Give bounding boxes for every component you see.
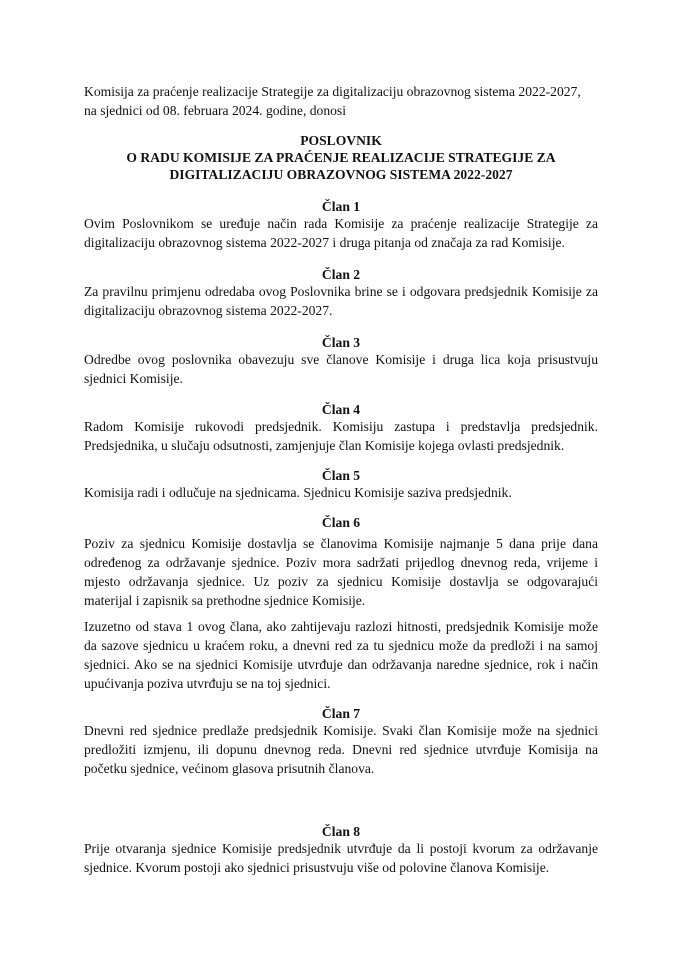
article-5-heading: Član 5: [321, 468, 361, 483]
article-3-paragraph: Odredbe ovog poslovnika obavezuju sve članove Komisije i druga lica koja prisustvuju sjednici Komisije.: [84, 352, 598, 386]
intro-line-1: Komisija za praćenje realizacije Strategije za digitalizaciju obrazovnog sistema 2022-2027,: [84, 84, 581, 99]
document-title: [84, 132, 598, 183]
article-1-heading: Član 1: [321, 199, 361, 214]
article-6-paragraph-1: Poziv za sjednicu Komisije dostavlja se članovima Komisije najmanje 5 dana prije dana određenog za održavanje sjednice. Poziv mora sadržati prijedlog dnevnog reda, vrijeme i mjesto održavanja sjednice. Uz poziv za sjednicu Komisije dostavlja se odgovarajući materijal i zapisnik sa prethodne sjednice Komisije.: [84, 536, 598, 608]
article-7-heading: Član 7: [321, 706, 361, 721]
article-6-heading: Član 6: [321, 515, 361, 530]
article-8-heading: Član 8: [321, 824, 361, 839]
article-7-paragraph: Dnevni red sjednice predlaže predsjednik Komisije. Svaki član Komisije može na sjednici predložiti izmjenu, ili dopunu dnevnog reda. Dnevni red sjednice utvrđuje Komisija na početku sjednice, većinom glasova prisutnih članova.: [84, 723, 598, 776]
article-8-paragraph: Prije otvaranja sjednice Komisije predsjednik utvrđuje da li postoji kvorum za održavanje sjednice. Kvorum postoji ako sjednici prisustvuju više od polovine članova Komisije.: [84, 841, 598, 875]
title-line-2: O RADU KOMISIJE ZA PRAĆENJE REALIZACIJE STRATEGIJE ZA: [126, 150, 556, 165]
article-2-heading: Član 2: [321, 267, 361, 282]
article-4-paragraph: Radom Komisije rukovodi predsjednik. Komisiju zastupa i predstavlja predsjednik. Predsjednika, u slučaju odsutnosti, zamjenjuje član Komisije kojega ovlasti predsjednik.: [84, 419, 598, 453]
intro-paragraph: [84, 82, 598, 120]
article-3-heading: Član 3: [321, 335, 361, 350]
article-2-paragraph: Za pravilnu primjenu odredaba ovog Poslovnika brine se i odgovara predsjednik Komisije za digitalizaciju obrazovnog sistema 2022-2027.: [84, 284, 598, 318]
title-line-1: POSLOVNIK: [300, 133, 382, 148]
article-4-heading: Član 4: [321, 402, 361, 417]
intro-line-2: na sjednici od 08. februara 2024. godine, donosi: [84, 103, 346, 118]
article-1-paragraph: Ovim Poslovnikom se uređuje način rada Komisije za praćenje realizacije Strategije za digitalizaciju obrazovnog sistema 2022-2027 i druga pitanja od značaja za rad Komisije.: [84, 216, 598, 250]
title-line-3: DIGITALIZACIJU OBRAZOVNOG SISTEMA 2022-2027: [169, 167, 513, 182]
article-6-paragraph-2: Izuzetno od stava 1 ovog člana, ako zahtijevaju razlozi hitnosti, predsjednik Komisije može da sazove sjednicu u kraćem roku, a dnevni red za tu sjednicu može da predloži i na samoj sjednici. Ako se na sjednici Komisije utvrđuje dan održavanja naredne sjednice, rok i način upućivanja poziva utvrđuju se na toj sjednici.: [84, 619, 598, 691]
article-5-paragraph: Komisija radi i odlučuje na sjednicama. Sjednicu Komisije saziva predsjednik.: [84, 485, 512, 500]
